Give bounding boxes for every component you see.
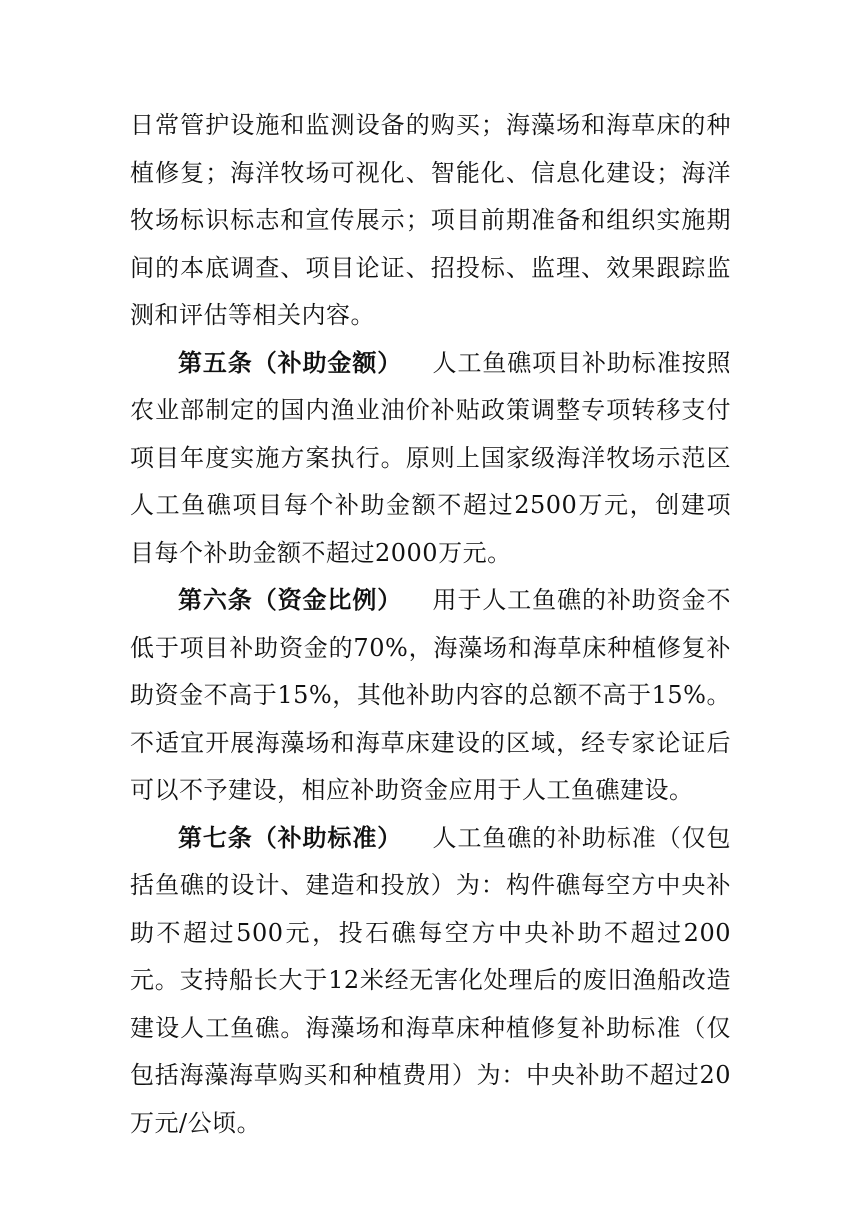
paragraph-text: 人工鱼礁的补助标准（仅包括鱼礁的设计、建造和投放）为：构件礁每空方中央补助不超过500元，投石礁每空方中央补助不超过200元。支持船长大于12米经无害化处理后的废旧渔船改造建设人工鱼礁。海藻场和海草床种植修复补助标准（仅包括海藻海草购买和种植费用）为：中央补助不超过20万元/公顷。 xyxy=(130,823,732,1137)
document-page xyxy=(130,102,731,1147)
paragraph-text: 用于人工鱼礁的补助资金不低于项目补助资金的70%，海藻场和海草床种植修复补助资金不高于15%，其他补助内容的总额不高于15%。不适宜开展海藻场和海草床建设的区域，经专家论证后可以不予建设，相应补助资金应用于人工鱼礁建设。 xyxy=(130,586,732,804)
paragraph-article-7 xyxy=(130,815,731,1148)
article-heading: 第六条（资金比例） xyxy=(178,586,403,614)
paragraph-article-5 xyxy=(130,340,731,578)
paragraph-article-6 xyxy=(130,577,731,815)
article-heading: 第五条（补助金额） xyxy=(178,348,403,377)
article-heading: 第七条（补助标准） xyxy=(178,823,403,852)
paragraph-continuation xyxy=(130,102,731,340)
paragraph-text: 人工鱼礁项目补助标准按照农业部制定的国内渔业油价补贴政策调整专项转移支付项目年度实施方案执行。原则上国家级海洋牧场示范区人工鱼礁项目每个补助金额不超过2500万元，创建项目每个补助金额不超过2000万元。 xyxy=(130,348,732,567)
paragraph-text: 日常管护设施和监测设备的购买；海藻场和海草床的种植修复；海洋牧场可视化、智能化、信息化建设；海洋牧场标识标志和宣传展示；项目前期准备和组织实施期间的本底调查、项目论证、招投标、监理、效果跟踪监测和评估等相关内容。 xyxy=(130,111,731,329)
